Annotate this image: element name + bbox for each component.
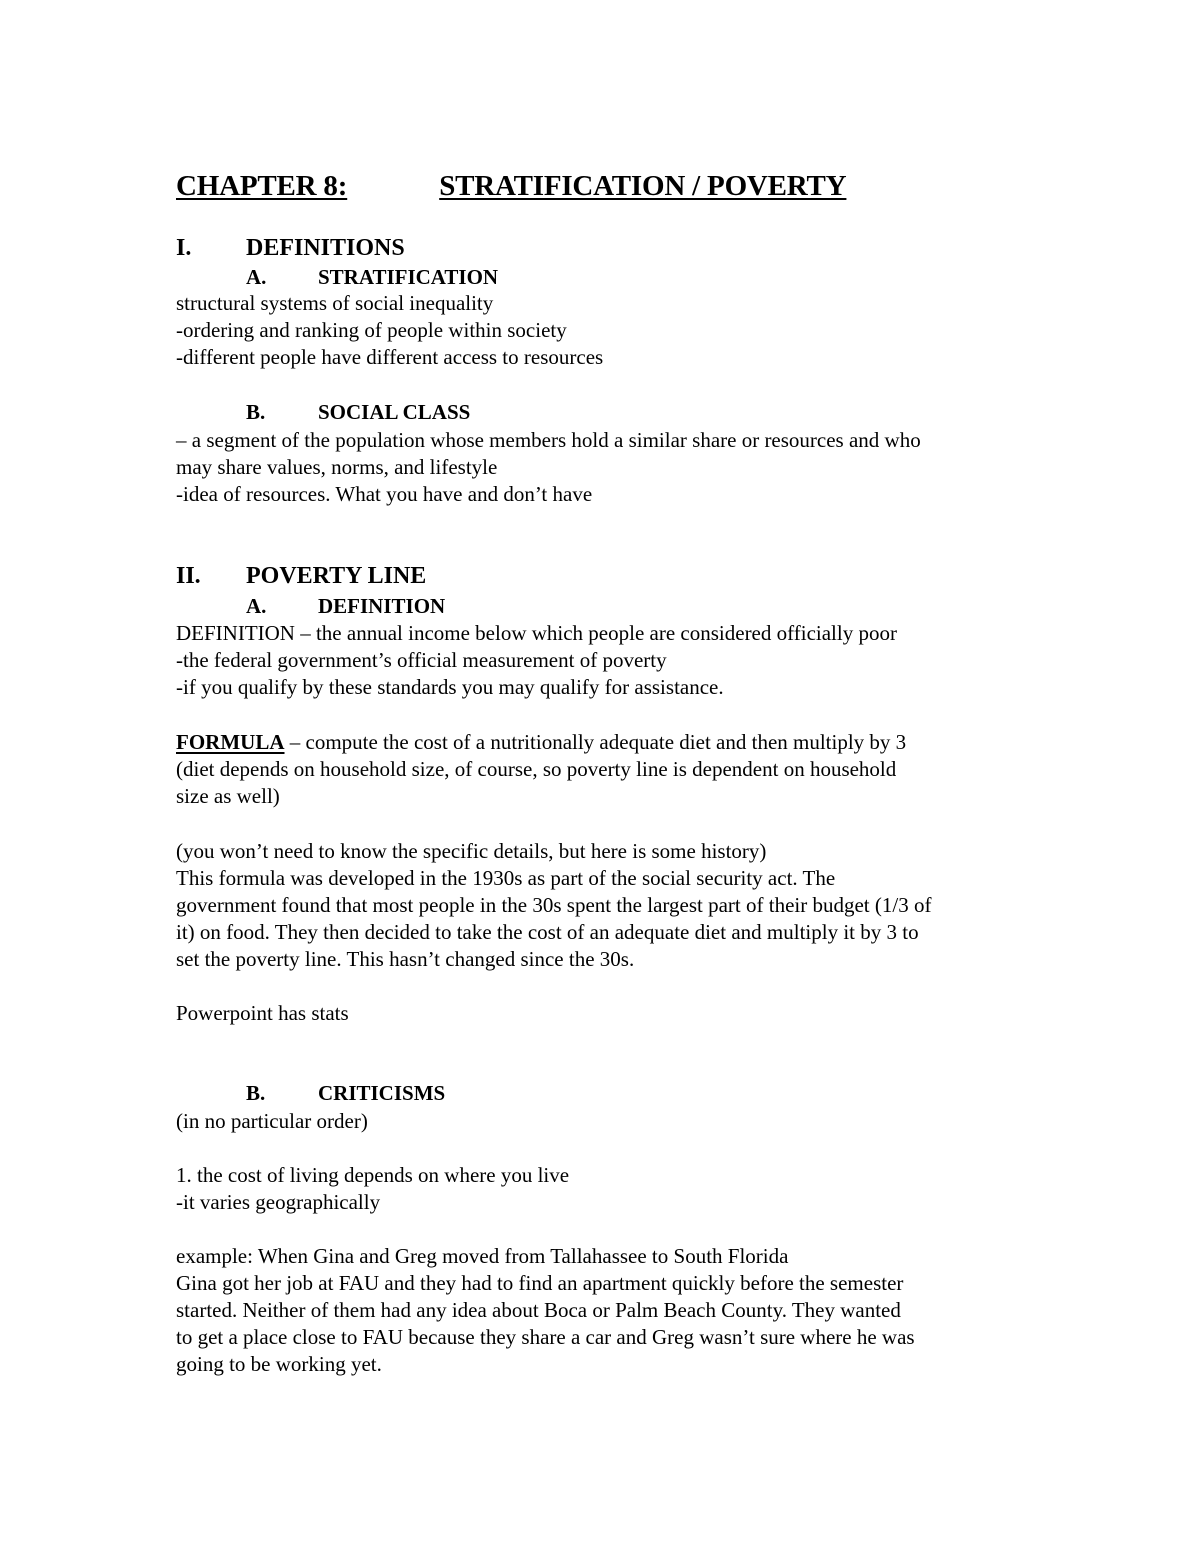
stratification-line-2: -ordering and ranking of people within society	[176, 318, 567, 342]
section-2b-heading: CRITICISMS	[318, 1081, 446, 1105]
stratification-line-1: structural systems of social inequality	[176, 291, 494, 315]
formula-line-1	[176, 729, 906, 756]
section-1-heading: DEFINITIONS	[246, 235, 405, 261]
history-line-4: it) on food. They then decided to take the cost of an adequate diet and multiply it by 3 to	[176, 920, 919, 944]
criticisms-note: (in no particular order)	[176, 1109, 368, 1133]
section-2a-heading: DEFINITION	[318, 594, 446, 618]
title-tab-gap	[347, 170, 439, 203]
stratification-line-3: -different people have different access to resources	[176, 345, 604, 369]
section-1a-letter: A.	[246, 265, 267, 289]
criticism-1-line-2: -it varies geographically	[176, 1190, 381, 1214]
social-class-line-1: – a segment of the population whose members hold a similar share or resources and who	[176, 428, 921, 452]
example-line-4: to get a place close to FAU because they share a car and Greg wasn’t sure where he was	[176, 1325, 915, 1349]
section-1b-heading: SOCIAL CLASS	[318, 400, 471, 424]
example-line-2: Gina got her job at FAU and they had to find an apartment quickly before the semester	[176, 1271, 904, 1295]
formula-label: FORMULA	[176, 730, 285, 754]
section-1b-letter: B.	[246, 400, 266, 424]
chapter-number: CHAPTER 8:	[176, 170, 348, 202]
formula-line-3: size as well)	[176, 784, 280, 808]
definition-line-1: DEFINITION – the annual income below which people are considered officially poor	[176, 621, 897, 645]
section-2a-letter: A.	[246, 594, 267, 618]
powerpoint-note: Powerpoint has stats	[176, 1001, 349, 1025]
formula-line-2: (diet depends on household size, of course, so poverty line is dependent on household	[176, 757, 897, 781]
chapter-title	[176, 170, 846, 203]
section-2b-letter: B.	[246, 1081, 266, 1105]
social-class-line-2: may share values, norms, and lifestyle	[176, 455, 498, 479]
definition-line-3: -if you qualify by these standards you may qualify for assistance.	[176, 675, 724, 699]
section-1-numeral: I.	[176, 235, 192, 261]
history-line-2: This formula was developed in the 1930s as part of the social security act. The	[176, 866, 836, 890]
history-line-5: set the poverty line. This hasn’t changed since the 30s.	[176, 947, 635, 971]
definition-line-2: -the federal government’s official measurement of poverty	[176, 648, 667, 672]
section-1a-heading: STRATIFICATION	[318, 265, 499, 289]
history-line-1: (you won’t need to know the specific details, but here is some history)	[176, 839, 767, 863]
chapter-topic: STRATIFICATION / POVERTY	[439, 170, 847, 202]
example-line-5: going to be working yet.	[176, 1352, 382, 1376]
example-line-3: started. Neither of them had any idea about Boca or Palm Beach County. They wanted	[176, 1298, 901, 1322]
section-2-heading: POVERTY LINE	[246, 563, 427, 589]
section-2-numeral: II.	[176, 563, 201, 589]
social-class-line-3: -idea of resources. What you have and don’t have	[176, 482, 593, 506]
formula-description: – compute the cost of a nutritionally adequate diet and then multiply by 3	[284, 730, 907, 754]
example-line-1: example: When Gina and Greg moved from Tallahassee to South Florida	[176, 1244, 789, 1268]
history-line-3: government found that most people in the 30s spent the largest part of their budget (1/3 of	[176, 893, 932, 917]
criticism-1-line-1: 1. the cost of living depends on where you live	[176, 1163, 570, 1187]
